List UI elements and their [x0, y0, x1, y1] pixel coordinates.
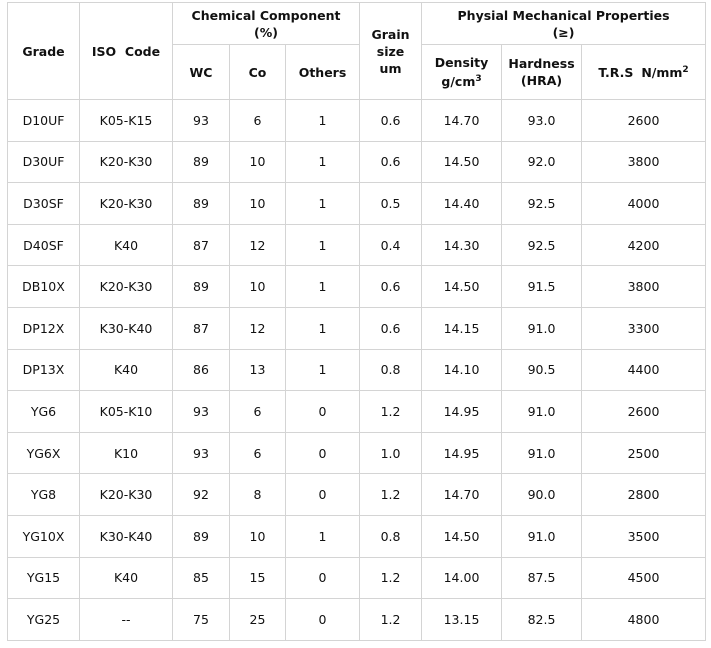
cell-hardness: 91.5 — [502, 266, 582, 308]
cell-iso-code: K30-K40 — [80, 515, 173, 557]
cell-others: 1 — [286, 349, 360, 391]
table-body — [8, 100, 706, 641]
cell-trs: 2600 — [582, 100, 706, 142]
cell-iso-code: K40 — [80, 557, 173, 599]
cell-density: 14.50 — [422, 141, 502, 183]
cell-grade: D40SF — [8, 224, 80, 266]
cell-density: 13.15 — [422, 599, 502, 641]
cell-others: 1 — [286, 266, 360, 308]
cell-wc: 86 — [173, 349, 230, 391]
cell-hardness: 91.0 — [502, 391, 582, 433]
cell-co: 6 — [230, 391, 286, 433]
cell-trs: 3300 — [582, 307, 706, 349]
cell-iso-code: K20-K30 — [80, 141, 173, 183]
table-row — [8, 557, 706, 599]
col-header-grain-size — [360, 3, 422, 100]
cell-grain-size: 0.8 — [360, 515, 422, 557]
cell-others: 0 — [286, 557, 360, 599]
cell-hardness: 92.5 — [502, 183, 582, 225]
cell-grade: D10UF — [8, 100, 80, 142]
cell-co: 13 — [230, 349, 286, 391]
chemical-component-label: Chemical Component — [191, 7, 341, 23]
cell-grain-size: 0.4 — [360, 224, 422, 266]
cell-grain-size: 0.6 — [360, 100, 422, 142]
table-row — [8, 141, 706, 183]
table-row — [8, 183, 706, 225]
cell-trs: 2600 — [582, 391, 706, 433]
col-header-wc: WC — [173, 45, 230, 100]
trs-label: T.R.S — [598, 65, 634, 81]
cell-trs: 3800 — [582, 266, 706, 308]
cell-grade: YG6 — [8, 391, 80, 433]
cell-grain-size: 0.8 — [360, 349, 422, 391]
cell-others: 0 — [286, 432, 360, 474]
chemical-component-unit: (%) — [254, 24, 278, 40]
cell-wc: 89 — [173, 515, 230, 557]
col-header-others: Others — [286, 45, 360, 100]
cell-others: 1 — [286, 100, 360, 142]
cell-hardness: 90.0 — [502, 474, 582, 516]
cell-iso-code: K20-K30 — [80, 183, 173, 225]
cell-grade: YG10X — [8, 515, 80, 557]
cell-grain-size: 0.6 — [360, 141, 422, 183]
cell-grain-size: 1.0 — [360, 432, 422, 474]
cell-grain-size: 1.2 — [360, 599, 422, 641]
cell-trs: 4000 — [582, 183, 706, 225]
col-header-hardness — [502, 45, 582, 100]
cell-grain-size: 1.2 — [360, 474, 422, 516]
cell-co: 12 — [230, 224, 286, 266]
cell-iso-code: K20-K30 — [80, 474, 173, 516]
col-header-physical-properties — [422, 3, 706, 45]
cell-wc: 93 — [173, 100, 230, 142]
cell-density: 14.15 — [422, 307, 502, 349]
col-header-trs — [582, 45, 706, 100]
cell-co: 10 — [230, 515, 286, 557]
table-row — [8, 307, 706, 349]
cell-co: 10 — [230, 266, 286, 308]
cell-density: 14.50 — [422, 266, 502, 308]
col-header-iso-code — [80, 3, 173, 100]
cell-iso-code: K10 — [80, 432, 173, 474]
grain-label-2: size — [376, 43, 405, 59]
cell-grain-size: 1.2 — [360, 557, 422, 599]
cell-co: 10 — [230, 183, 286, 225]
cell-wc: 92 — [173, 474, 230, 516]
cell-density: 14.40 — [422, 183, 502, 225]
table-row — [8, 224, 706, 266]
cell-grain-size: 0.6 — [360, 307, 422, 349]
cell-others: 0 — [286, 474, 360, 516]
cell-density: 14.10 — [422, 349, 502, 391]
cell-co: 8 — [230, 474, 286, 516]
cell-grade: YG15 — [8, 557, 80, 599]
cell-others: 1 — [286, 183, 360, 225]
cell-others: 1 — [286, 515, 360, 557]
physical-properties-label: Physial Mechanical Properties — [457, 7, 670, 23]
cell-co: 6 — [230, 432, 286, 474]
cell-trs: 3500 — [582, 515, 706, 557]
col-header-co: Co — [230, 45, 286, 100]
cell-trs: 2500 — [582, 432, 706, 474]
cell-hardness: 91.0 — [502, 307, 582, 349]
table-row — [8, 349, 706, 391]
cell-trs: 4800 — [582, 599, 706, 641]
physical-properties-sub: (≥) — [552, 24, 575, 40]
cell-trs: 4500 — [582, 557, 706, 599]
cell-wc: 75 — [173, 599, 230, 641]
cell-others: 1 — [286, 307, 360, 349]
cell-others: 1 — [286, 224, 360, 266]
cell-wc: 87 — [173, 224, 230, 266]
cell-density: 14.70 — [422, 100, 502, 142]
cell-co: 10 — [230, 141, 286, 183]
cell-wc: 93 — [173, 391, 230, 433]
cell-grade: D30UF — [8, 141, 80, 183]
col-header-chemical-component — [173, 3, 360, 45]
cell-grain-size: 0.5 — [360, 183, 422, 225]
cell-wc: 93 — [173, 432, 230, 474]
cell-others: 0 — [286, 391, 360, 433]
cell-iso-code: K05-K10 — [80, 391, 173, 433]
cell-trs: 4400 — [582, 349, 706, 391]
table-row — [8, 474, 706, 516]
cell-hardness: 93.0 — [502, 100, 582, 142]
cell-others: 0 — [286, 599, 360, 641]
hardness-label: Hardness — [508, 56, 575, 71]
table-row — [8, 432, 706, 474]
cell-density: 14.95 — [422, 391, 502, 433]
grade-properties-table — [7, 2, 706, 641]
table-row — [8, 599, 706, 641]
trs-unit: N/mm — [641, 65, 683, 81]
density-unit: $g/cm^3$ — [441, 73, 482, 90]
cell-hardness: 92.0 — [502, 141, 582, 183]
cell-iso-code: K40 — [80, 224, 173, 266]
cell-iso-code: K40 — [80, 349, 173, 391]
cell-co: 6 — [230, 100, 286, 142]
cell-wc: 89 — [173, 141, 230, 183]
cell-hardness: 87.5 — [502, 557, 582, 599]
cell-hardness: 91.0 — [502, 432, 582, 474]
col-header-density — [422, 45, 502, 100]
cell-grade: DP12X — [8, 307, 80, 349]
cell-iso-code: K05-K15 — [80, 100, 173, 142]
header-row-top — [8, 3, 706, 45]
hardness-unit: (HRA) — [520, 73, 563, 88]
cell-grain-size: 0.6 — [360, 266, 422, 308]
cell-wc: 85 — [173, 557, 230, 599]
grain-label-1: Grain — [371, 26, 410, 42]
cell-trs: 3800 — [582, 141, 706, 183]
cell-grade: YG8 — [8, 474, 80, 516]
table-row — [8, 100, 706, 142]
cell-wc: 87 — [173, 307, 230, 349]
col-header-grade: Grade — [8, 3, 80, 100]
trs-unit-sup: 2 — [682, 65, 689, 76]
cell-hardness: 92.5 — [502, 224, 582, 266]
table-row — [8, 266, 706, 308]
cell-grade: D30SF — [8, 183, 80, 225]
cell-density: 14.50 — [422, 515, 502, 557]
cell-iso-code: K20-K30 — [80, 266, 173, 308]
cell-iso-code: -- — [80, 599, 173, 641]
cell-others: 1 — [286, 141, 360, 183]
grain-label-3: um — [379, 60, 402, 76]
cell-wc: 89 — [173, 266, 230, 308]
cell-density: 14.95 — [422, 432, 502, 474]
cell-grade: DB10X — [8, 266, 80, 308]
cell-hardness: 82.5 — [502, 599, 582, 641]
cell-trs: 2800 — [582, 474, 706, 516]
table-row — [8, 391, 706, 433]
iso-code-label: ISO Code — [91, 43, 161, 59]
cell-grade: YG25 — [8, 599, 80, 641]
density-label: Density — [434, 54, 489, 70]
cell-grade: DP13X — [8, 349, 80, 391]
cell-density: 14.70 — [422, 474, 502, 516]
table-row — [8, 515, 706, 557]
cell-wc: 89 — [173, 183, 230, 225]
cell-trs: 4200 — [582, 224, 706, 266]
cell-hardness: 90.5 — [502, 349, 582, 391]
cell-iso-code: K30-K40 — [80, 307, 173, 349]
cell-density: 14.30 — [422, 224, 502, 266]
cell-hardness: 91.0 — [502, 515, 582, 557]
cell-grain-size: 1.2 — [360, 391, 422, 433]
cell-density: 14.00 — [422, 557, 502, 599]
cell-co: 12 — [230, 307, 286, 349]
cell-co: 25 — [230, 599, 286, 641]
cell-co: 15 — [230, 557, 286, 599]
cell-grade: YG6X — [8, 432, 80, 474]
